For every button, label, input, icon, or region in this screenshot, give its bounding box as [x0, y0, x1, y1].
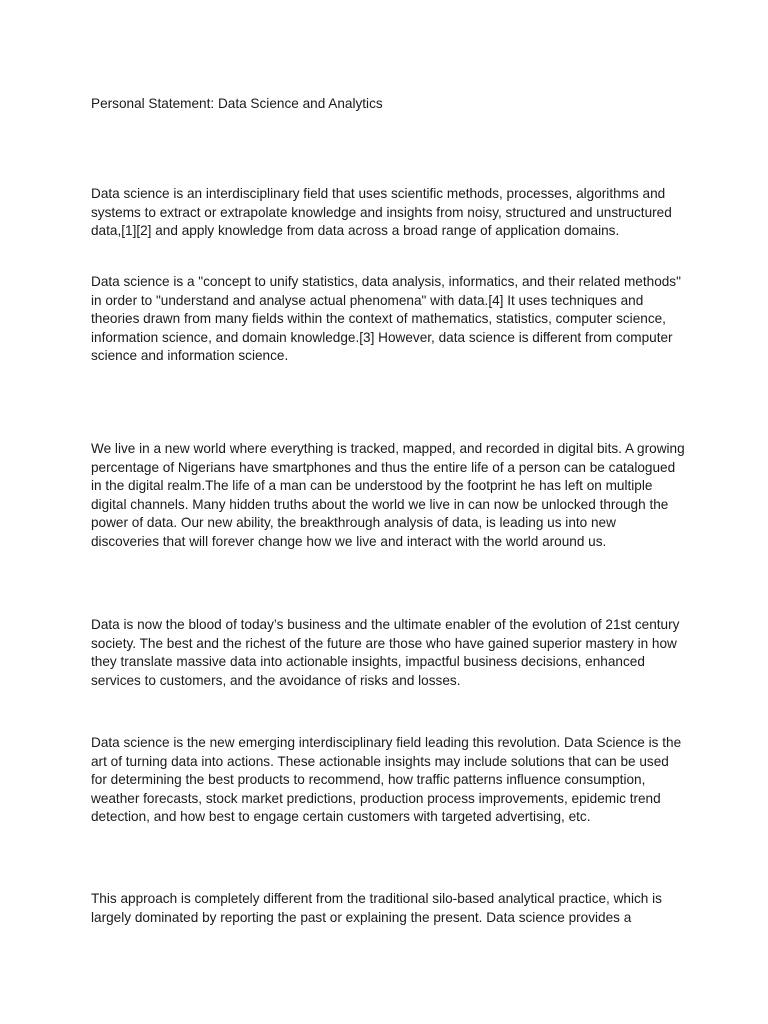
paragraph-approach: This approach is completely different from the traditional silo-based analytical practice, which is largely dominated by reporting the past or explaining the present. Data science provides a — [91, 891, 662, 925]
paragraph-concept: Data science is a "concept to unify statistics, data analysis, informatics, and their related methods" in order to "understand and analyse actual phenomena" with data.[4] It uses techniques and theories drawn from many fields within the context of mathematics, statistics, computer science, information science, and domain knowledge.[3] However, data science is different from computer science and information science. — [91, 274, 681, 364]
paragraph-revolution: Data science is the new emerging interdisciplinary field leading this revolution. Data Science is the art of turning data into actions. These actionable insights may include solutions that can be used for determining the best products to recommend, how traffic patterns influence consumption, weather forecasts, stock market predictions, production process improvements, epidemic trend detection, and how best to engage certain customers with targeted advertising, etc. — [91, 735, 682, 825]
paragraph-definition: Data science is an interdisciplinary field that uses scientific methods, processes, algorithms and systems to extract or extrapolate knowledge and insights from noisy, structured and unstructured data,[1][2] and apply knowledge from data across a broad range of application domains. — [91, 186, 672, 239]
document-title: Personal Statement: Data Science and Analytics — [91, 96, 383, 111]
paragraph-digital-world: We live in a new world where everything is tracked, mapped, and recorded in digital bits. A growing percentage of Nigerians have smartphones and thus the entire life of a person can be catalogued in the digital realm.The life of a man can be understood by the footprint he has left on multiple digital channels. Many hidden truths about the world we live in can now be unlocked through the power of data. Our new ability, the breakthrough analysis of data, is leading us into new discoveries that will forever change how we live and interact with the world around us. — [91, 441, 685, 549]
paragraph-business: Data is now the blood of today’s business and the ultimate enabler of the evolution of 21st century society. The best and the richest of the future are those who have gained superior mastery in how they translate massive data into actionable insights, impactful business decisions, enhanced services to customers, and the avoidance of risks and losses. — [91, 617, 680, 688]
